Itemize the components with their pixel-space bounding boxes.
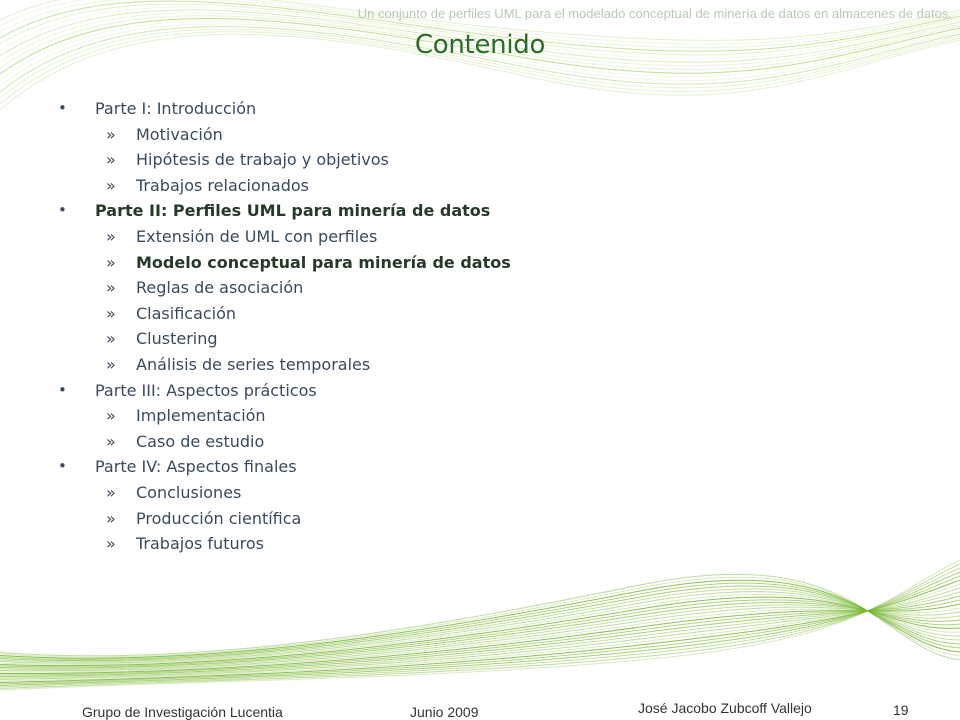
outline-item xyxy=(58,352,758,378)
item-label: Producción científica xyxy=(136,508,302,528)
bullet-icon: • xyxy=(58,201,67,220)
chevron-icon: » xyxy=(106,175,116,195)
section-label-current: Parte II: Perfiles UML para minería de datos xyxy=(95,201,491,221)
outline-section-3 xyxy=(58,378,758,404)
outline-item xyxy=(58,275,758,301)
presentation-subtitle: Un conjunto de perfiles UML para el modelado conceptual de minería de datos en almacenes de datos. xyxy=(357,6,952,21)
bullet-icon: • xyxy=(58,99,67,117)
section-label: Parte IV: Aspectos finales xyxy=(95,457,297,477)
chevron-icon: » xyxy=(106,431,116,451)
outline-item xyxy=(58,173,758,199)
outline-item xyxy=(58,403,758,429)
outline-section-1 xyxy=(58,96,758,122)
footer-date: Junio 2009 xyxy=(410,704,479,720)
footer-group: Grupo de Investigación Lucentia xyxy=(82,704,283,720)
outline-item-current xyxy=(58,250,758,276)
item-label: Implementación xyxy=(136,406,266,426)
chevron-icon: » xyxy=(106,534,116,554)
bullet-icon: • xyxy=(58,380,67,399)
page-number: 19 xyxy=(893,702,909,718)
outline-item xyxy=(58,122,758,148)
chevron-icon: » xyxy=(106,303,116,323)
item-label: Conclusiones xyxy=(136,482,242,502)
item-label: Clustering xyxy=(136,329,218,349)
outline-item xyxy=(58,531,758,557)
item-label: Análisis de series temporales xyxy=(136,354,371,374)
outline-section-2 xyxy=(58,198,758,224)
item-label: Trabajos futuros xyxy=(136,534,264,554)
outline-section-4 xyxy=(58,454,758,480)
item-label: Modelo conceptual para minería de datos xyxy=(136,252,511,272)
item-label: Hipótesis de trabajo y objetivos xyxy=(136,150,389,170)
outline-item xyxy=(58,506,758,532)
slide-title: Contenido xyxy=(414,30,546,60)
item-label: Clasificación xyxy=(136,303,237,323)
item-label: Trabajos relacionados xyxy=(136,175,309,195)
chevron-icon: » xyxy=(106,278,116,298)
section-label: Parte III: Aspectos prácticos xyxy=(95,380,317,400)
chevron-icon: » xyxy=(106,354,116,374)
item-label: Motivación xyxy=(136,124,223,144)
content-outline xyxy=(58,96,758,557)
outline-item xyxy=(58,326,758,352)
outline-item xyxy=(58,429,758,455)
chevron-icon: » xyxy=(106,124,116,144)
item-label: Caso de estudio xyxy=(136,431,265,451)
chevron-icon: » xyxy=(106,329,116,349)
footer-author: José Jacobo Zubcoff Vallejo xyxy=(638,700,812,716)
item-label: Extensión de UML con perfiles xyxy=(136,226,378,246)
chevron-icon: » xyxy=(106,150,116,170)
outline-item xyxy=(58,147,758,173)
outline-item xyxy=(58,480,758,506)
bullet-icon: • xyxy=(58,457,67,476)
chevron-icon: » xyxy=(106,226,116,246)
item-label: Reglas de asociación xyxy=(136,278,304,298)
chevron-icon: » xyxy=(106,482,116,502)
chevron-icon: » xyxy=(106,406,116,426)
outline-item xyxy=(58,224,758,250)
chevron-icon: » xyxy=(106,252,116,272)
chevron-icon: » xyxy=(106,508,116,528)
section-label: Parte I: Introducción xyxy=(95,99,257,118)
outline-item xyxy=(58,301,758,327)
